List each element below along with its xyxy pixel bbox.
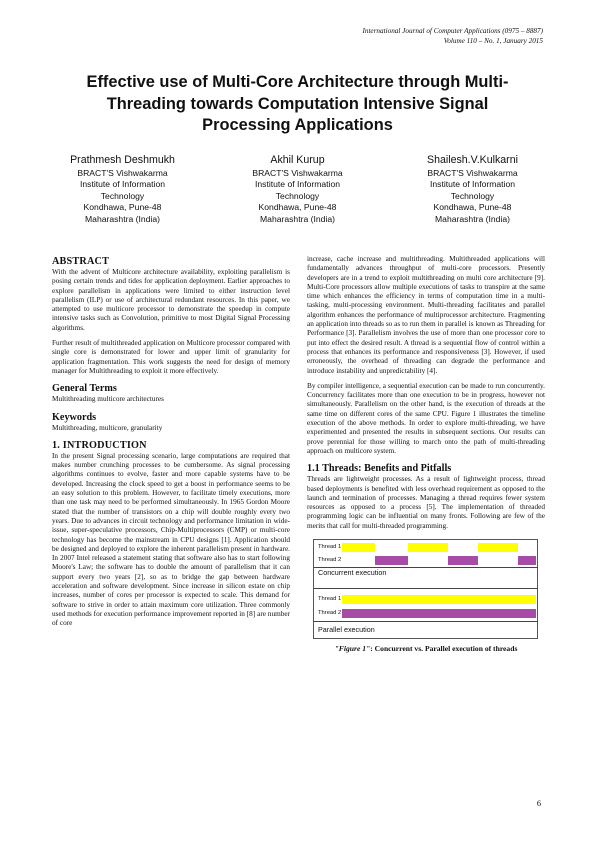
author-name: Akhil Kurup xyxy=(270,154,325,166)
keywords-heading: Keywords xyxy=(52,411,97,423)
author-state: Maharashtra (India) xyxy=(85,213,160,224)
parallel-divider xyxy=(314,621,538,622)
concurrent-thread-1-bar xyxy=(342,543,375,552)
concurrent-thread-2-bar xyxy=(518,556,536,565)
threads-heading: 1.1 Threads: Benefits and Pitfalls xyxy=(307,463,452,475)
abstract-heading: ABSTRACT xyxy=(52,256,110,267)
author-city: Kondhawa, Pune-48 xyxy=(83,202,162,213)
parallel-top-divider xyxy=(314,588,538,589)
author-1 xyxy=(40,154,205,225)
figure-1-caption xyxy=(307,644,545,653)
author-block xyxy=(40,154,555,225)
author-inst-2: Technology xyxy=(100,190,145,201)
introduction-paragraph-3: By compiler intelligence, a sequential execution can be made to run concurrently. Concurrency facilitates more than one execution to be in progress, however not simultaneously. Parallelism on the other hand, is the execution of threads at the same time on different cores of the same CPU. Figure 1 illustrates the timeline execution of the above methods. In order to explore multi-threading, we have experimented and presented the results in subsequent sections. Our results can prove perennial for those willing to march onto the path of multi-threading approach on multicore system. xyxy=(307,381,545,455)
journal-header xyxy=(362,26,543,46)
author-inst-2: Technology xyxy=(450,190,495,201)
author-org: BRACT'S Vishwakarma xyxy=(252,168,343,178)
figure-1-caption-label: "Figure 1" xyxy=(334,644,371,654)
journal-volume: Volume 110 – No. 1, January 2015 xyxy=(443,37,543,45)
title-line-1: Effective use of Multi-Core Architecture through Multi- xyxy=(86,73,509,91)
parallel-thread-1-label: Thread 1 xyxy=(318,596,342,603)
introduction-paragraph-2: increase, cache increase and multithreading. Multithreaded applications will fundamentally advances throughput of multi-core processors. Presently developers are in a trend to exploit multithreading on multi core architecture [9]. Multi-Core processors allow multiple executions of tasks to transpire at the same time which enhances the efficiency in terms of computation time in a multi-tasking, multi-processing environment. Multi-threading facilitates and parallel algorithm enhances the performance of multiprocessor architecture. Fragmenting an application into threads so as to run them in parallel is known as Threading for Performance [3]. Parallelism involves the use of more than one processor core to put into effect the desired result. A thread is a sequential flow of control within a process that enhances its performance and responsiveness [3]. However, if used erroneously, the overhead of threading can degrade the performance and introduce instability and unpredictability [4]. xyxy=(307,255,545,375)
general-terms-heading: General Terms xyxy=(52,383,117,395)
concurrent-thread-1-bar xyxy=(408,543,448,552)
keywords-text: Multithreading, multicore, granularity xyxy=(52,423,163,432)
abstract-paragraph-1: With the advent of Multicore architecture availability, exploiting parallelism is posing certain trends and tides for application deployment. Earlier approaches to explore parallelism in applications were limited to either instruction level parallelism (ILP) or use of architectural redundant resources. In this paper, we attempted to use multicore processor to demonstrate the speedup in compute intensive tasks such as Convolution, primitive to most Digital Signal Processing algorithms. xyxy=(52,268,290,332)
paper-title xyxy=(52,72,543,137)
concurrent-thread-2-label: Thread 2 xyxy=(318,557,342,564)
author-state: Maharashtra (India) xyxy=(260,213,335,224)
author-city: Kondhawa, Pune-48 xyxy=(258,202,337,213)
parallel-thread-2-label: Thread 2 xyxy=(318,610,342,617)
author-inst: Institute of Information xyxy=(254,179,341,190)
author-city: Kondhawa, Pune-48 xyxy=(433,202,512,213)
author-org: BRACT'S Vishwakarma xyxy=(427,168,518,178)
concurrent-thread-2-bar xyxy=(375,556,408,565)
author-org: BRACT'S Vishwakarma xyxy=(77,168,168,178)
author-3 xyxy=(390,154,555,225)
title-line-3: Processing Applications xyxy=(202,116,393,134)
title-line-2: Threading towards Computation Intensive Signal xyxy=(106,94,489,113)
parallel-thread-1-bar xyxy=(342,595,536,604)
author-2 xyxy=(215,154,380,225)
left-column xyxy=(52,256,290,629)
author-name: Shailesh.V.Kulkarni xyxy=(427,154,518,166)
journal-name: International Journal of Computer Applications (0975 – 8887) xyxy=(362,27,543,35)
right-column xyxy=(307,255,545,653)
author-inst: Institute of Information xyxy=(79,179,166,190)
figure-1-caption-text: : Concurrent vs. Parallel execution of threads xyxy=(370,644,518,654)
threads-paragraph: Threads are lightweight processes. As a result of lightweight process, thread based deployments is benefited with less overhead requirement as opposed to the launch and termination of processes. Managing a thread requires fewer system resources as opposed to a process [5]. The implementation of threaded programming logic can be influential on many fronts. Following are few of the merits that call for multi-threaded programming. xyxy=(307,475,545,530)
author-state: Maharashtra (India) xyxy=(435,213,510,224)
introduction-heading: 1. INTRODUCTION xyxy=(52,439,147,451)
introduction-paragraph-1: In the present Signal processing scenario, large computations are required that makes number crunching processes to be cumbersome. As signal processing algorithms continues to evolve, faster and more capable systems have to be developed. Increasing the clock speed to get a boost in performance seems to be an easy solution to this problem. However, to facilitate timely executions, more than one task may need to be performed simultaneously. In 1965 Gordon Moore stated that the number of transistors on a chip will double roughly every two years. Due to advances in circuit technology and performance limitation in wide-issue, super-speculative processors, Chip-Multiprocessors (CMP) or multi-core technology has become the mainstream in CPU designs [1]. Application should be designed and deployed to explore the inherent parallelism present in hardware. In 2007 Intel released a statement stating that software also has to start following Moore's Law; the software has to double the amount of parallelism that it can support every two years [2], so as to bridge the gap between hardware acceleration and software development. Since increase in silicon estate on chip increases, number of cores per processor is expected to scale. This demand for software to strive in order to attain maximum core utilization. Three commonly used methods for execution performance improvement reported in [8] are number of core xyxy=(52,451,290,628)
general-terms-text: Multithreading multicore architectures xyxy=(52,395,164,404)
concurrent-thread-1-label: Thread 1 xyxy=(318,544,342,551)
concurrent-thread-2-bar xyxy=(448,556,478,565)
abstract-paragraph-2: Further result of multithreaded application on Multicore processor compared with single core is demonstrated for lower and upper limit of granularity for application fragmentation. This work suggests the need for design of memory manager for Multithreading to exploit it more effectively. xyxy=(52,339,290,375)
figure-1-timeline xyxy=(313,539,538,639)
concurrent-execution-label: Concurrent execution xyxy=(318,568,387,578)
parallel-execution-label: Parallel execution xyxy=(318,625,375,635)
concurrent-thread-1-bar xyxy=(478,543,518,552)
parallel-thread-2-bar xyxy=(342,609,536,618)
author-inst: Institute of Information xyxy=(429,179,516,190)
author-inst-2: Technology xyxy=(275,190,320,201)
page-number: 6 xyxy=(536,799,541,808)
author-name: Prathmesh Deshmukh xyxy=(70,154,175,166)
